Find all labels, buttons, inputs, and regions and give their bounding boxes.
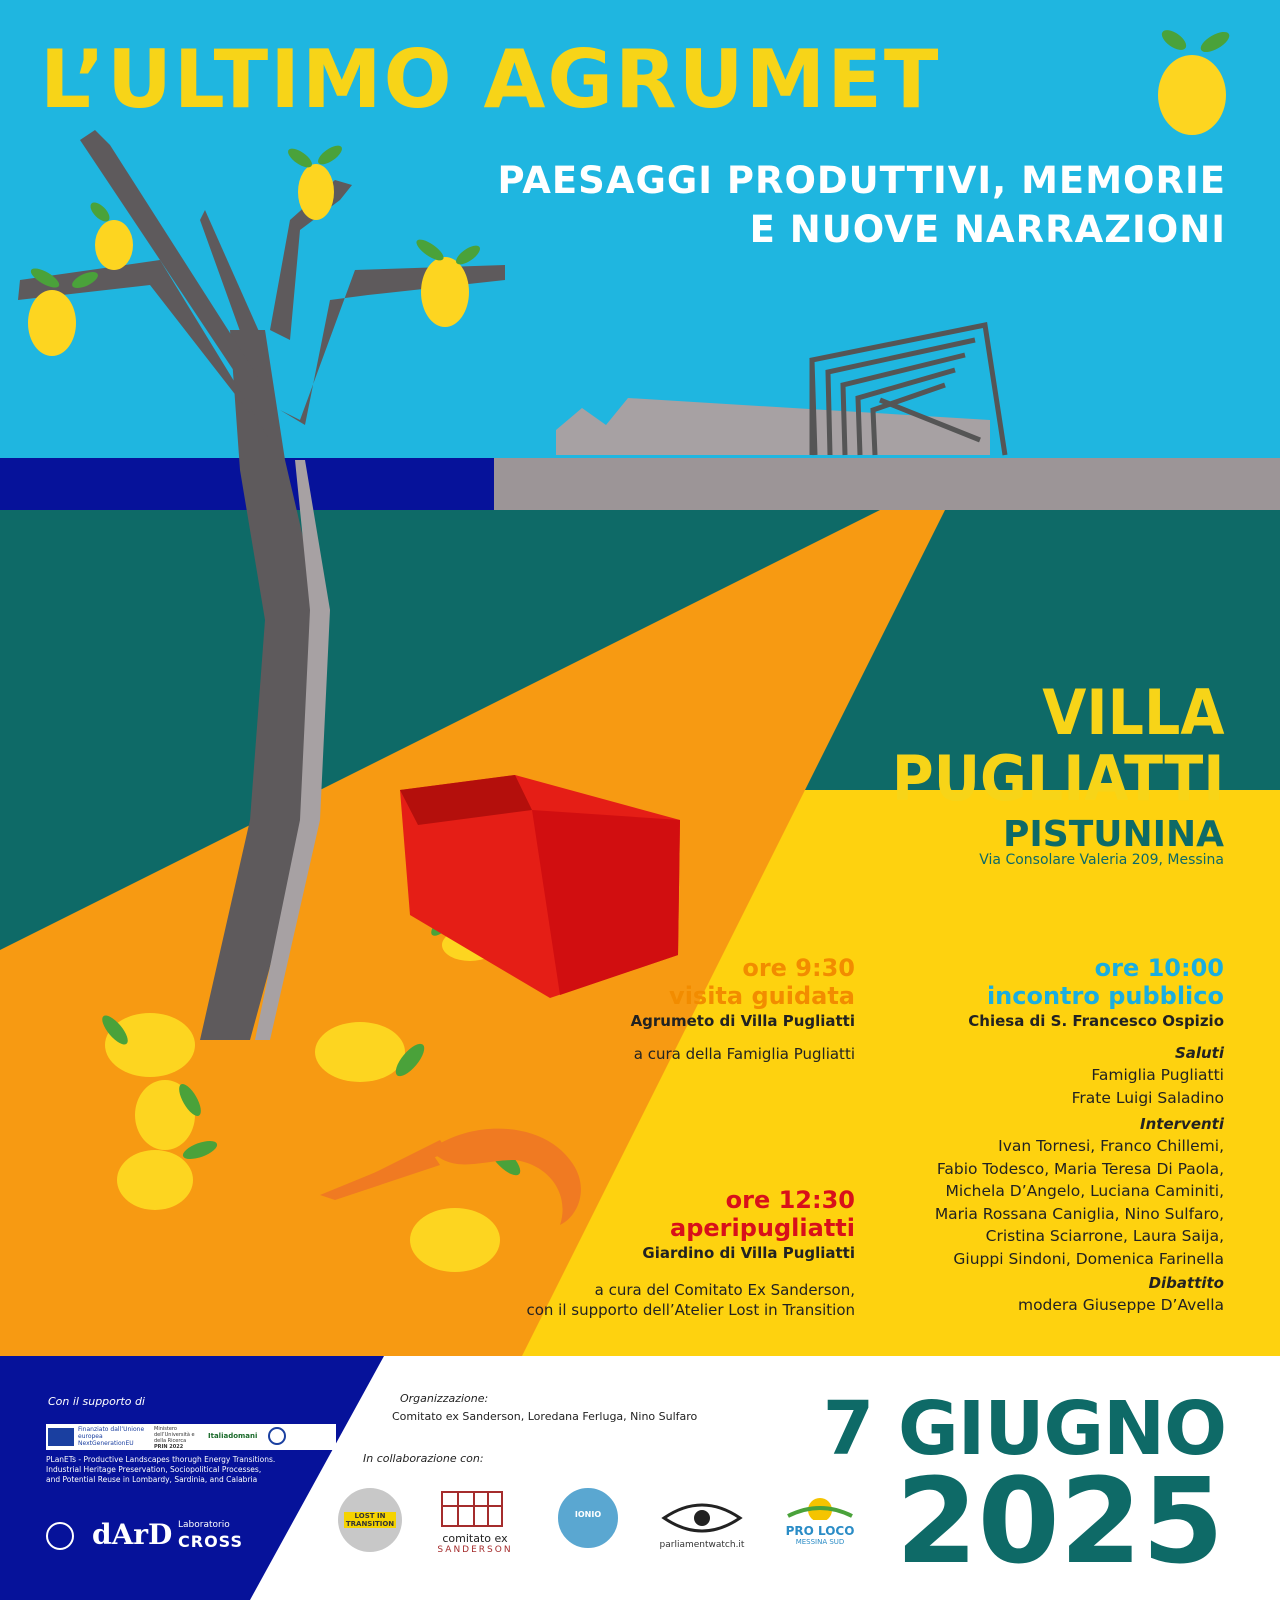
lab-cross-logo: CROSS <box>178 1532 243 1551</box>
talks-line: Giuppi Sindoni, Domenica Farinella <box>953 1249 1224 1268</box>
talks-line: Ivan Tornesi, Franco Chillemi, <box>998 1137 1224 1155</box>
subtitle-line-1: PAESAGGI PRODUTTIVI, MEMORIE <box>497 159 1226 202</box>
eye-icon <box>656 1496 748 1536</box>
italiadomani-logo: Italiadomani <box>208 1432 258 1440</box>
mur-logo <box>154 1426 204 1450</box>
sun-icon <box>780 1486 860 1520</box>
debate-label: Dibattito <box>1148 1274 1224 1292</box>
subtitle-line-2: E NUOVE NARRAZIONI <box>749 208 1226 251</box>
talks-line: Michela D’Angelo, Luciana Caminiti, <box>945 1182 1224 1200</box>
greetings-label: Saluti <box>1174 1044 1224 1062</box>
ionio-logo <box>556 1486 620 1550</box>
event-note-line-2: con il supporto dell’Atelier Lost in Transition <box>526 1301 855 1319</box>
event-place: Giardino di Villa Pugliatti <box>642 1244 855 1262</box>
event-note-line-1: a cura del Comitato Ex Sanderson, <box>594 1281 855 1299</box>
eu-flag-icon <box>48 1428 74 1446</box>
venue-name-line-2: PUGLIATTI <box>891 742 1224 815</box>
greeting-name: Frate Luigi Saladino <box>1071 1088 1224 1107</box>
eu-sub: NextGenerationEU <box>78 1440 134 1447</box>
event-title: visita guidata <box>669 982 855 1010</box>
event-aperitivo <box>526 1186 855 1320</box>
funders-logo-strip <box>46 1424 336 1450</box>
greeting-name: Famiglia Pugliatti <box>1091 1066 1224 1084</box>
event-incontro <box>935 954 1224 1317</box>
planets-line: and Potential Reuse in Lombardy, Sardinia, and Calabria <box>46 1475 258 1484</box>
parliamentwatch-logo <box>656 1496 748 1556</box>
event-place: Agrumeto di Villa Pugliatti <box>630 1012 855 1030</box>
planets-project <box>46 1455 306 1485</box>
planets-line: Industrial Heritage Preservation, Sociopolitical Processes, <box>46 1465 262 1474</box>
event-time: ore 9:30 <box>742 954 855 982</box>
debate-moderator: modera Giuseppe D’Avella <box>1017 1296 1224 1314</box>
ionio-logo-text: IONIO <box>574 1510 602 1519</box>
comitato-line-2: SANDERSON <box>437 1545 513 1555</box>
planets-line: PLanETs - Productive Landscapes thorugh Energy Transitions. <box>46 1455 276 1464</box>
dadu-logo: dArD <box>92 1518 173 1551</box>
prin-label: PRIN 2022 <box>154 1444 184 1450</box>
eu-label: Finanziato dall’Unione europea <box>78 1426 145 1440</box>
venue-address: Via Consolare Valeria 209, Messina <box>979 852 1224 868</box>
talks-label: Interventi <box>1140 1115 1224 1133</box>
pier <box>494 458 1280 510</box>
event-title: aperipugliatti <box>670 1214 855 1242</box>
collaboration-label: In collaborazione con: <box>363 1452 484 1465</box>
event-date-day: 7 GIUGNO <box>822 1386 1226 1472</box>
event-date-year: 2025 <box>895 1452 1224 1590</box>
mur-label: Ministero dell’Università e della Ricerca <box>154 1426 195 1444</box>
event-time: ore 12:30 <box>725 1186 855 1214</box>
event-visita <box>631 954 855 1064</box>
venue-place: PISTUNINA <box>1002 814 1224 855</box>
event-note: a cura della Famiglia Pugliatti <box>633 1045 855 1063</box>
greenhouse-icon <box>430 1488 520 1528</box>
organizers: Comitato ex Sanderson, Loredana Ferluga, Nino Sulfaro <box>392 1410 698 1423</box>
event-time: ore 10:00 <box>1094 954 1224 982</box>
proloco-line-2: MESSINA SUD <box>795 1538 845 1546</box>
venue-name <box>891 676 1224 815</box>
lost-in-transition-logo <box>338 1488 402 1552</box>
talks-line: Fabio Todesco, Maria Teresa Di Paola, <box>936 1159 1224 1178</box>
proloco-logo <box>780 1486 860 1556</box>
eu-logo <box>78 1426 148 1447</box>
lab-small: Laboratorio <box>178 1520 230 1530</box>
university-seal-icon <box>46 1522 74 1550</box>
proloco-line-1: PRO LOCO <box>785 1524 855 1538</box>
venue-name-line-1: VILLA <box>1041 676 1224 749</box>
comitato-line-1: comitato ex <box>442 1532 508 1545</box>
university-seal-icon <box>268 1427 286 1445</box>
event-place: Chiesa di S. Francesco Ospizio <box>968 1012 1224 1030</box>
lost-logo-text: LOST IN TRANSITION <box>345 1512 395 1528</box>
poster-title: L’ULTIMO AGRUMET <box>40 33 941 126</box>
organization-label: Organizzazione: <box>400 1392 489 1405</box>
talks-line: Cristina Sciarrone, Laura Saija, <box>985 1227 1224 1245</box>
talks-line: Maria Rossana Caniglia, Nino Sulfaro, <box>934 1204 1224 1223</box>
comitato-sanderson-logo <box>430 1488 520 1558</box>
poster-subtitle <box>498 156 1226 254</box>
event-title: incontro pubblico <box>986 982 1224 1010</box>
support-label: Con il supporto di <box>48 1395 145 1408</box>
parliament-logo-text: parliamentwatch.it <box>659 1540 745 1550</box>
